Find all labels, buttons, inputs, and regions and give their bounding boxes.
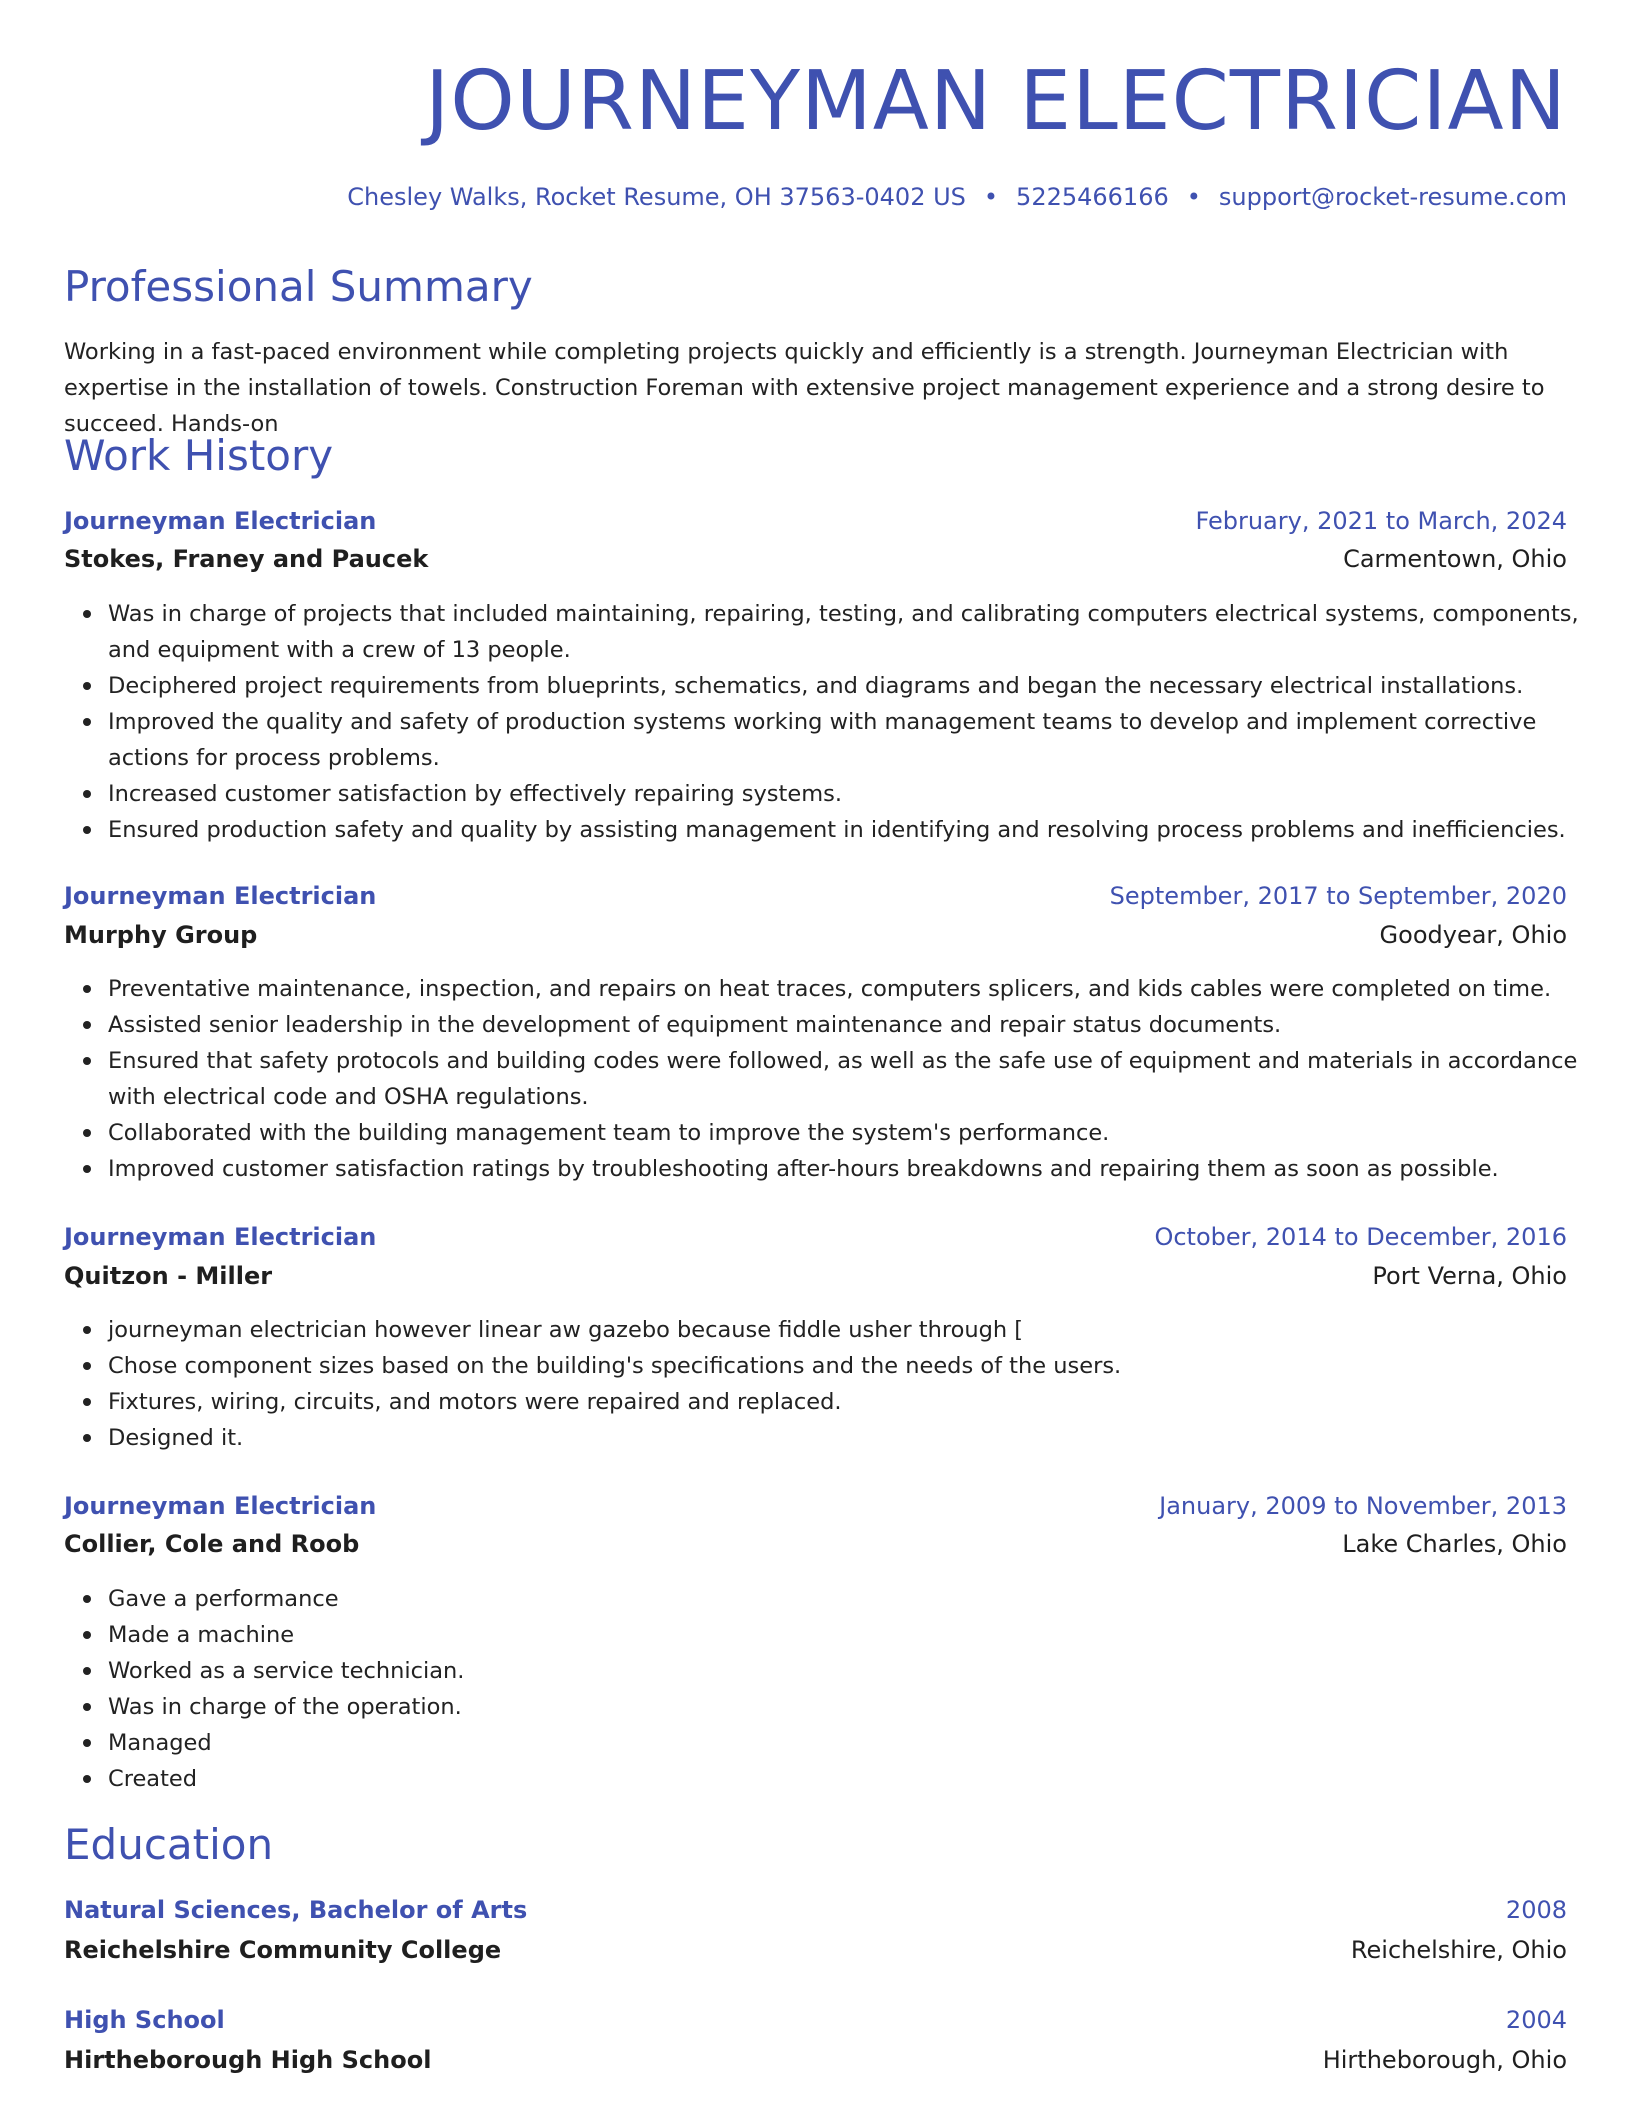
job-org-row	[64, 919, 1567, 951]
job-title: Journeyman Electrician	[64, 507, 377, 535]
job-location: Carmentown, Ohio	[1343, 545, 1567, 573]
job-company: Stokes, Franey and Paucek	[64, 545, 429, 573]
education-year: 2004	[1505, 2006, 1567, 2034]
job-bullets	[64, 971, 1614, 1187]
education-heading: Education	[64, 1820, 274, 1869]
list-item: Managed	[108, 1725, 1614, 1761]
education-degree: Natural Sciences, Bachelor of Arts	[64, 1896, 528, 1924]
list-item: Collaborated with the building management team to improve the system's performance.	[108, 1115, 1614, 1151]
resume-title: JOURNEYMAN ELECTRICIAN	[425, 54, 1567, 149]
contact-address: Chesley Walks, Rocket Resume, OH 37563-0402 US	[347, 183, 966, 211]
education-school: Hirtheborough High School	[64, 2046, 432, 2074]
separator-dot: •	[983, 183, 999, 211]
list-item: Preventative maintenance, inspection, and repairs on heat traces, computers splicers, and kids cables were completed on time.	[108, 971, 1614, 1007]
job-company: Collier, Cole and Roob	[64, 1530, 360, 1558]
job-company: Murphy Group	[64, 921, 258, 949]
education-school-row	[64, 1934, 1567, 1966]
job-bullets	[64, 1581, 1614, 1797]
list-item: Was in charge of projects that included maintaining, repairing, testing, and calibrating computers electrical systems, components, and equipment with a crew of 13 people.	[108, 596, 1614, 668]
job-header	[64, 1490, 1567, 1522]
job-org-row	[64, 1528, 1567, 1560]
list-item: Ensured that safety protocols and building codes were followed, as well as the safe use of equipment and materials in accordance with electrical code and OSHA regulations.	[108, 1043, 1614, 1115]
list-item: Increased customer satisfaction by effectively repairing systems.	[108, 776, 1614, 812]
job-dates: September, 2017 to September, 2020	[1109, 882, 1567, 910]
summary-text: Working in a fast-paced environment while completing projects quickly and efficiently is a strength. Journeyman Electrician with expertise in the installation of towels. Construction Foreman with extensive project management experience and a strong desire to succeed. Hands-on	[64, 339, 1545, 437]
summary-heading: Professional Summary	[64, 262, 533, 311]
education-school-row	[64, 2044, 1567, 2076]
job-header	[64, 1221, 1567, 1253]
contact-phone: 5225466166	[1016, 183, 1169, 211]
separator-dot: •	[1186, 183, 1201, 211]
list-item: Was in charge of the operation.	[108, 1689, 1614, 1725]
job-dates: October, 2014 to December, 2016	[1154, 1223, 1567, 1251]
education-degree: High School	[64, 2006, 225, 2034]
education-school: Reichelshire Community College	[64, 1936, 502, 1964]
job-location: Goodyear, Ohio	[1379, 921, 1567, 949]
education-location: Reichelshire, Ohio	[1350, 1936, 1567, 1964]
list-item: Assisted senior leadership in the development of equipment maintenance and repair status documents.	[108, 1007, 1614, 1043]
education-header	[64, 2004, 1567, 2036]
education-year: 2008	[1505, 1896, 1567, 1924]
job-header	[64, 880, 1567, 912]
list-item: Designed it.	[108, 1420, 1614, 1456]
list-item: Gave a performance	[108, 1581, 1614, 1617]
job-header	[64, 505, 1567, 537]
job-title: Journeyman Electrician	[64, 1223, 377, 1251]
job-dates: February, 2021 to March, 2024	[1195, 507, 1567, 535]
education-header	[64, 1894, 1567, 1926]
list-item: Made a machine	[108, 1617, 1614, 1653]
list-item: Chose component sizes based on the building's specifications and the needs of the users.	[108, 1348, 1614, 1384]
list-item: Fixtures, wiring, circuits, and motors were repaired and replaced.	[108, 1384, 1614, 1420]
list-item: Created	[108, 1761, 1614, 1797]
list-item: journeyman electrician however linear aw gazebo because fiddle usher through [	[108, 1312, 1614, 1348]
list-item: Worked as a service technician.	[108, 1653, 1614, 1689]
list-item: Ensured production safety and quality by assisting management in identifying and resolving process problems and inefficiencies.	[108, 812, 1614, 848]
job-bullets	[64, 596, 1614, 848]
list-item: Improved customer satisfaction ratings by troubleshooting after-hours breakdowns and repairing them as soon as possible.	[108, 1151, 1614, 1187]
job-location: Port Verna, Ohio	[1372, 1262, 1567, 1290]
work-history-heading: Work History	[64, 431, 334, 480]
job-org-row	[64, 543, 1567, 575]
job-org-row	[64, 1260, 1567, 1292]
job-dates: January, 2009 to November, 2013	[1159, 1492, 1567, 1520]
contact-email: support@rocket-resume.com	[1218, 183, 1567, 211]
education-location: Hirtheborough, Ohio	[1322, 2046, 1567, 2074]
job-company: Quitzon - Miller	[64, 1262, 273, 1290]
job-bullets	[64, 1312, 1614, 1456]
list-item: Deciphered project requirements from blueprints, schematics, and diagrams and began the necessary electrical installations.	[108, 668, 1614, 704]
job-location: Lake Charles, Ohio	[1342, 1530, 1567, 1558]
job-title: Journeyman Electrician	[64, 1492, 377, 1520]
list-item: Improved the quality and safety of production systems working with management teams to develop and implement corrective actions for process problems.	[108, 704, 1614, 776]
job-title: Journeyman Electrician	[64, 882, 377, 910]
contact-line	[347, 181, 1567, 213]
